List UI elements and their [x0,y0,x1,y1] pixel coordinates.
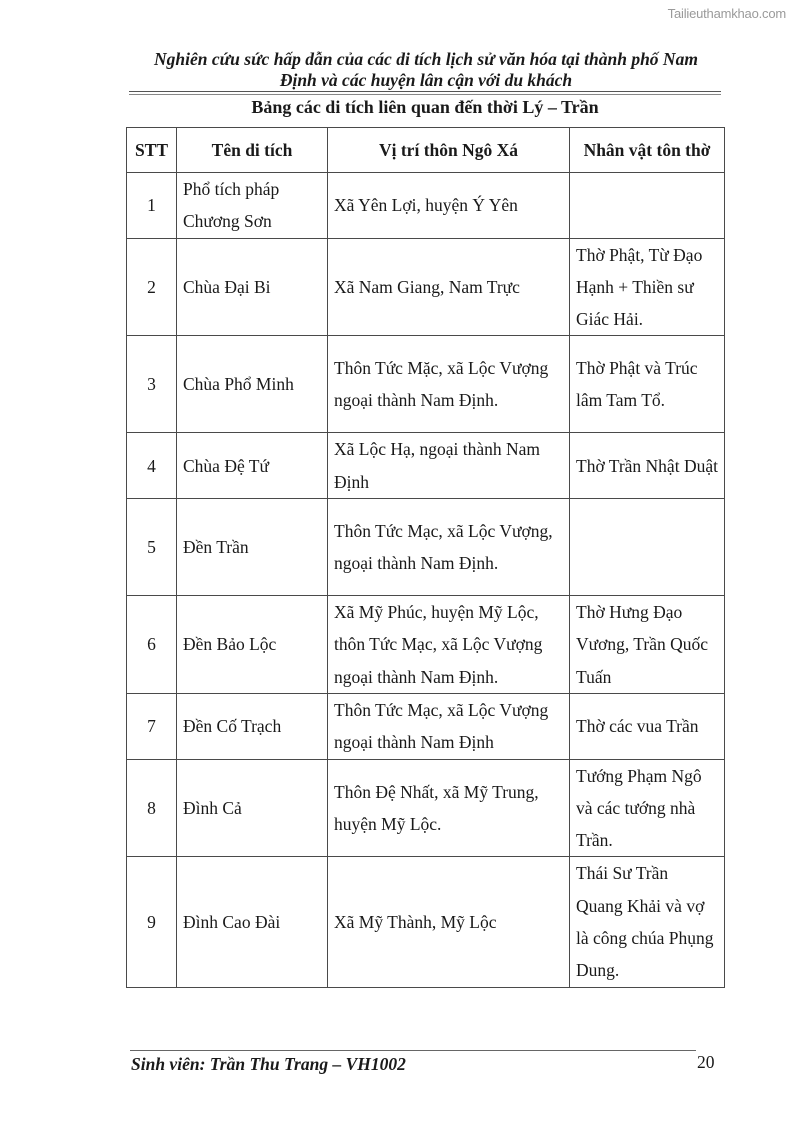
cell-stt: 6 [127,596,177,694]
cell-stt: 4 [127,433,177,499]
cell-location: Thôn Tức Mặc, xã Lộc Vượng ngoại thành Nam Định. [328,336,570,433]
table-row [127,173,725,239]
column-header-stt: STT [127,128,177,173]
cell-name: Chùa Đệ Tứ [177,433,328,499]
cell-worship: Thờ các vua Trần [570,693,725,759]
table-row [127,433,725,499]
relics-table [126,127,725,988]
header-divider [129,91,721,92]
header-divider-secondary [129,94,721,95]
cell-location: Thôn Đệ Nhất, xã Mỹ Trung, huyện Mỹ Lộc. [328,759,570,857]
table-row [127,336,725,433]
cell-worship: Thờ Trần Nhật Duật [570,433,725,499]
cell-location: Thôn Tức Mạc, xã Lộc Vượng, ngoại thành Nam Định. [328,499,570,596]
cell-stt: 3 [127,336,177,433]
table-row [127,596,725,694]
cell-location: Xã Mỹ Phúc, huyện Mỹ Lộc, thôn Tức Mạc, xã Lộc Vượng ngoại thành Nam Định. [328,596,570,694]
footer-student: Sinh viên: Trần Thu Trang – VH1002 [131,1054,406,1074]
cell-worship: Thờ Hưng Đạo Vương, Trần Quốc Tuấn [570,596,725,694]
footer-divider [130,1050,696,1051]
cell-name: Đình Cao Đài [177,857,328,987]
column-header-name: Tên di tích [177,128,328,173]
cell-stt: 1 [127,173,177,239]
cell-location: Xã Nam Giang, Nam Trực [328,238,570,336]
table-row [127,499,725,596]
cell-stt: 8 [127,759,177,857]
table-row [127,759,725,857]
cell-name: Đền Bảo Lộc [177,596,328,694]
cell-stt: 2 [127,238,177,336]
cell-name: Đền Trần [177,499,328,596]
header-title-line-2: Định và các huyện lân cận với du khách [279,70,573,90]
cell-name: Đình Cả [177,759,328,857]
cell-name: Phổ tích pháp Chương Sơn [177,173,328,239]
cell-worship: Thái Sư Trần Quang Khải và vợ là công chúa Phụng Dung. [570,857,725,987]
column-header-location: Vị trí thôn Ngô Xá [328,128,570,173]
cell-stt: 7 [127,693,177,759]
page-number: 20 [697,1052,715,1072]
cell-location: Xã Mỹ Thành, Mỹ Lộc [328,857,570,987]
table-row [127,693,725,759]
cell-worship: Thờ Phật và Trúc lâm Tam Tổ. [570,336,725,433]
cell-stt: 9 [127,857,177,987]
cell-location: Thôn Tức Mạc, xã Lộc Vượng ngoại thành Nam Định [328,693,570,759]
table-header-row [127,128,725,173]
table-row [127,857,725,987]
cell-worship: Tướng Phạm Ngô và các tướng nhà Trần. [570,759,725,857]
cell-worship: Thờ Phật, Từ Đạo Hạnh + Thiền sư Giác Hải. [570,238,725,336]
column-header-worship: Nhân vật tôn thờ [570,128,725,173]
cell-stt: 5 [127,499,177,596]
cell-location: Xã Yên Lợi, huyện Ý Yên [328,173,570,239]
cell-worship [570,173,725,239]
header-title-line-1: Nghiên cứu sức hấp dẫn của các di tích lịch sử văn hóa tại thành phố Nam [154,49,698,69]
cell-name: Đền Cố Trạch [177,693,328,759]
cell-name: Chùa Phổ Minh [177,336,328,433]
cell-name: Chùa Đại Bi [177,238,328,336]
watermark: Tailieuthamkhao.com [667,6,786,21]
table-caption: Bảng các di tích liên quan đến thời Lý – Trần [251,97,599,117]
running-header [128,49,724,91]
table-row [127,238,725,336]
cell-location: Xã Lộc Hạ, ngoại thành Nam Định [328,433,570,499]
cell-worship [570,499,725,596]
